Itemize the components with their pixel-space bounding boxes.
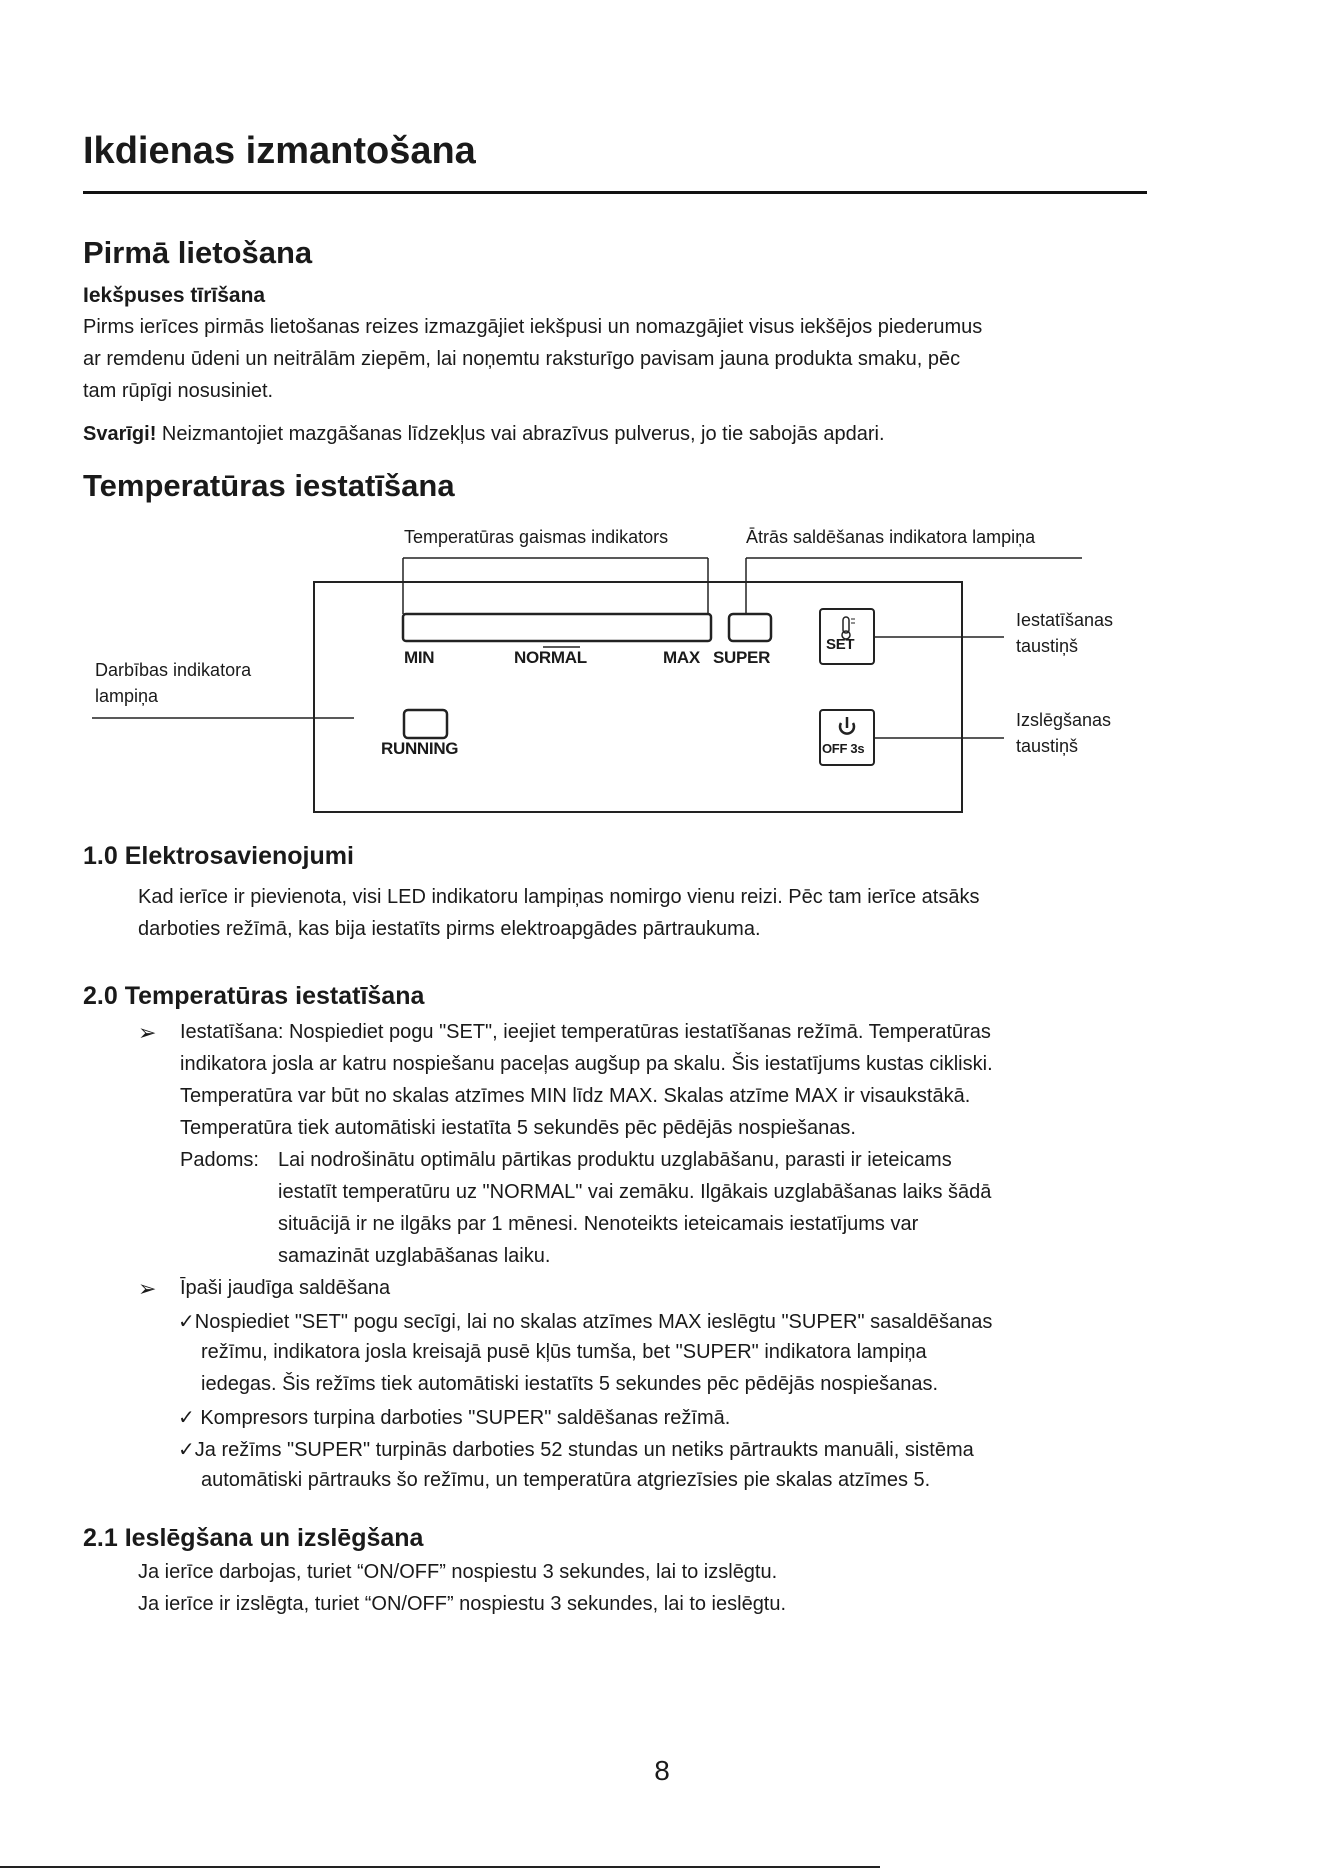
page-title: Ikdienas izmantošana (83, 130, 476, 172)
first-use-line-1: Pirms ierīces pirmās lietošanas reizes izmazgājiet iekšpusi un nomazgājiet visus iekšējos piederumus (83, 316, 983, 338)
sec-2-1-heading: 2.1 Ieslēgšana un izslēgšana (83, 1524, 424, 1552)
bullet1-line-3: Temperatūra var būt no skalas atzīmes MIN līdz MAX. Skalas atzīme MAX ir visaukstākā. (180, 1085, 971, 1107)
footer-rule (0, 1866, 880, 1868)
label-off-1: Izslēgšanas (1016, 710, 1112, 730)
important-label: Svarīgi! (83, 423, 157, 445)
first-use-line-2: ar remdenu ūdeni un neitrālām ziepēm, lai noņemtu raksturīgo pavisam jauna produkta smaku, pēc (83, 348, 961, 370)
label-temp-indicator: Temperatūras gaismas indikators (404, 527, 669, 547)
label-off-2: taustiņš (1016, 736, 1079, 756)
label-running-lamp-2: lampiņa (95, 686, 159, 706)
temp-setting-heading: Temperatūras iestatīšana (83, 468, 455, 503)
arrow-bullet-icon: ➢ (138, 1276, 157, 1301)
check1-line-3: iedegas. Šis režīms tiek automātiski iestatīts 5 sekundes pēc pēdējās nospiešanas. (201, 1373, 939, 1395)
set-button-label: SET (826, 636, 855, 653)
control-panel-diagram (0, 520, 1324, 820)
check2-line: ✓ Kompresors turpina darboties "SUPER" saldēšanas režīmā. (178, 1407, 731, 1429)
tip-line-2: iestatīt temperatūru uz "NORMAL" vai zemāku. Ilgākais uzglabāšanas laiks šādā (278, 1181, 992, 1203)
bullet1-line-4: Temperatūra tiek automātiski iestatīta 5 sekundēs pēc pēdējās nospiešanas. (180, 1117, 856, 1139)
arrow-bullet-icon: ➢ (138, 1020, 157, 1045)
label-set-2: taustiņš (1016, 636, 1079, 656)
super-label: SUPER (713, 648, 771, 667)
first-use-heading: Pirmā lietošana (83, 235, 313, 270)
cleaning-subheading: Iekšpuses tīrīšana (83, 284, 266, 307)
label-running-lamp-1: Darbības indikatora (95, 660, 252, 680)
running-label: RUNNING (381, 739, 459, 758)
sec-1-0-line-2: darboties režīmā, kas bija iestatīts pirms elektroapgādes pārtraukuma. (138, 918, 761, 940)
bullet2-title: Īpaši jaudīga saldēšana (180, 1277, 391, 1299)
sec-2-1-line-1: Ja ierīce darbojas, turiet “ON/OFF” nospiestu 3 sekundes, lai to izslēgtu. (138, 1561, 778, 1583)
tip-line-1: Lai nodrošinātu optimālu pārtikas produktu uzglabāšanu, parasti ir ieteicams (278, 1149, 952, 1171)
page-number: 8 (654, 1755, 670, 1786)
sec-1-0-heading: 1.0 Elektrosavienojumi (83, 842, 354, 870)
check1-line-1: ✓Nospiediet "SET" pogu secīgi, lai no skalas atzīmes MAX ieslēgtu "SUPER" sasaldēšanas (178, 1311, 993, 1333)
sec-1-0-line-1: Kad ierīce ir pievienota, visi LED indikatoru lampiņas nomirgo vienu reizi. Pēc tam ierīce atsāks (138, 886, 980, 908)
check1-line-2: režīmu, indikatora josla kreisajā pusē kļūs tumša, bet "SUPER" indikatora lampiņa (201, 1341, 927, 1363)
label-set-1: Iestatīšanas (1016, 610, 1114, 630)
scale-min-label: MIN (404, 648, 435, 667)
tip-line-4: samazināt uzglabāšanas laiku. (278, 1245, 551, 1267)
tip-line-3: situācijā ir ne ilgāks par 1 mēnesi. Nenoteikts ieteicamais iestatījums var (278, 1213, 919, 1235)
important-text: Neizmantojiet mazgāšanas līdzekļus vai abrazīvus pulverus, jo tie sabojās apdari. (156, 423, 885, 445)
bullet1-line-1: Iestatīšana: Nospiediet pogu "SET", ieejiet temperatūras iestatīšanas režīmā. Temperatūras (180, 1021, 991, 1043)
tip-label: Padoms: (180, 1149, 259, 1171)
sec-2-0-heading: 2.0 Temperatūras iestatīšana (83, 982, 425, 1010)
scale-normal-label: NORMAL (514, 648, 587, 667)
scale-max-label: MAX (663, 648, 700, 667)
off-button-label: OFF 3s (822, 741, 865, 756)
label-super-lamp: Ātrās saldēšanas indikatora lampiņa (746, 527, 1036, 547)
title-rule (83, 191, 1147, 194)
important-note (83, 423, 885, 446)
check3-line-2: automātiski pārtrauks šo režīmu, un temperatūra atgriezīsies pie skalas atzīmes 5. (201, 1469, 931, 1491)
sec-2-1-line-2: Ja ierīce ir izslēgta, turiet “ON/OFF” nospiestu 3 sekundes, lai to ieslēgtu. (138, 1593, 787, 1615)
first-use-line-3: tam rūpīgi nosusiniet. (83, 380, 274, 402)
check3-line-1: ✓Ja režīms "SUPER" turpinās darboties 52 stundas un netiks pārtraukts manuāli, sistēma (178, 1439, 974, 1461)
bullet1-line-2: indikatora josla ar katru nospiešanu paceļas augšup pa skalu. Šis iestatījums kustas cikliski. (180, 1053, 993, 1075)
